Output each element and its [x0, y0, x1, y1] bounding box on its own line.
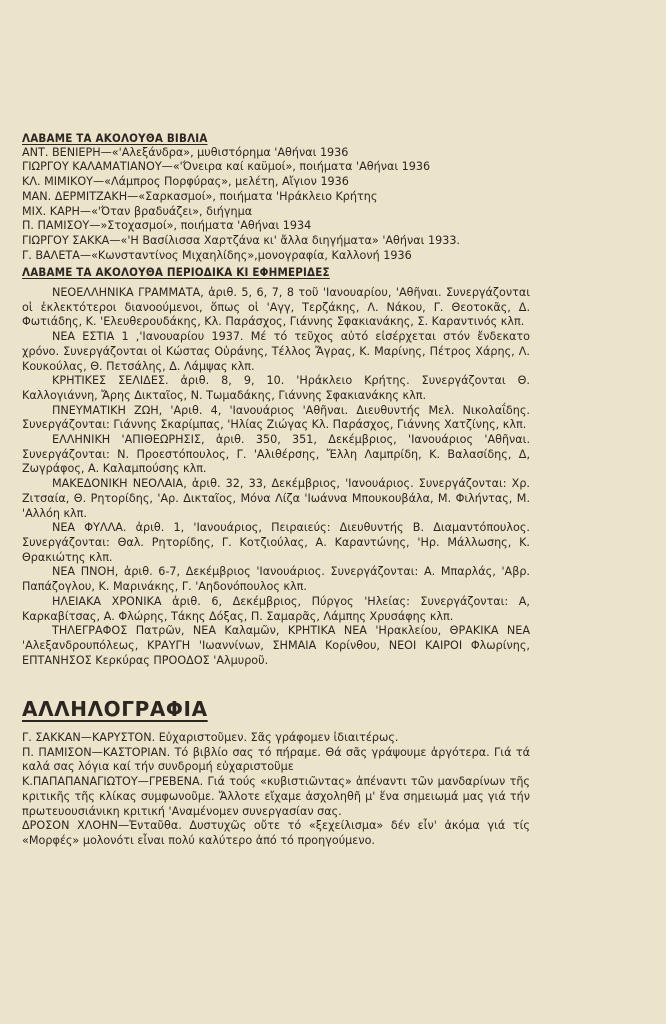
periodical-entry: ΚΡΗΤΙΚΕΣ ΣΕΛΙΔΕΣ. ἀριθ. 8, 9, 10. 'Ηράκλειο Κρήτης. Συνεργάζονται Θ. Καλλογιάννη, Ἄρης Δικταῖος, Ν. Τωμαδάκης, Γιάννης Σφακιανάκης κλπ. [22, 374, 530, 402]
books-heading: ΛΑΒΑΜΕ ΤΑ ΑΚΟΛΟΥΘΑ ΒΙΒΛΙΑ [22, 131, 208, 145]
book-entry: Π. ΠΑΜΙΣΟΥ—»Στοχασμοί», ποιήματα 'Αθήναι 1934 [22, 219, 312, 233]
periodical-entry: ΠΝΕΥΜΑΤΙΚΗ ΖΩΗ, 'Αριθ. 4, 'Ιανουάριος 'Αθῆναι. Διευθυντής Μελ. Νικολαΐδης. Συνεργάζονται: Γιάννης Σκαρίμπας, 'Ηλίας Ζιώγας Κλ. Παράσχος, Γιάννης Χατζίνης, κλπ. [22, 403, 530, 432]
book-entry: ΓΙΩΡΓΟΥ ΚΑΛΑΜΑΤΙΑΝΟΥ—«'Όνειρα καί καϋμοί», ποιήματα 'Αθήναι 1936 [22, 160, 431, 174]
book-entry: Γ. ΒΑΛΕΤΑ—«Κωνσταντίνος Μιχαηλίδης»,μονογραφία, Καλλονή 1936 [22, 248, 412, 262]
book-entry: ΜΑΝ. ΔΕΡΜΙΤΖΑΚΗ—«Σαρκασμοί», ποιήματα 'Ηράκλειο Κρήτης [22, 189, 378, 203]
periodical-entry: ΜΑΚΕΔΟΝΙΚΗ ΝΕΟΛΑΙΑ, ἀριθ. 32, 33, Δεκέμβριος, 'Ιανουάριος. Συνεργάζονται: Χρ. Ζιτσαία, Θ. Ρητορίδης, 'Αρ. Δικταῖος, Μόνα Λίζα 'Ιωάννα Μπουκουβάλα, Μ. Φιλήντας, Μ. 'Αλλόη κλπ. [22, 477, 530, 520]
periodical-entry: ΝΕΑ ΠΝΟΗ, ἀριθ. 6-7, Δεκέμβριος 'Ιανουάριος. Συνεργάζονται: Α. Μπαρλάς, 'Αβρ. Παπάζογλου, Κ. Μαρινάκης, Γ. 'Αηδονόπουλος κλπ. [22, 565, 530, 594]
letter-entry: Κ.ΠΑΠΑΠΑΝΑΓΙΩΤΟΥ—ΓΡΕΒΕΝΑ. Γιά τούς «κυβιστιῶντας» ἀπέναντι τῶν μανδαρίνων τῆς κριτικῆς τῆς κλίκας συμφωνοῦμε. Ἄλλοτε εἴχαμε ἀσχοληθῆ μ' ἕνα σημειωμά μας γιά τήν πρωτευουσιάνικη κριτική 'Αναμένομεν συνεργασίαν σας. [22, 775, 530, 818]
text-column [22, 131, 530, 849]
book-entry: ΚΛ. ΜΙΜΙΚΟΥ—«Λάμπρος Πορφύρας», μελέτη, Αἴγιον 1936 [22, 175, 349, 189]
periodicals-heading: ΛΑΒΑΜΕ ΤΑ ΑΚΟΛΟΥΘΑ ΠΕΡΙΟΔΙΚΑ ΚΙ ΕΦΗΜΕΡΙΔΕΣ [22, 265, 330, 280]
letter-entry: ΔΡΟΣΟΝ ΧΛΟΗΝ—Ἐνταῦθα. Δυστυχῶς οὔτε τό «ξεχείλισμα» δέν εἶν' ἀκόμα γιά τίς «Μορφές» μολονότι εἶναι πολύ καλύτερο ἀπό τό προηγούμενο. [22, 819, 530, 847]
periodical-entry: ΕΛΛΗΝΙΚΗ 'ΑΠΙΘΕΩΡΗΣΙΣ, ἀριθ. 350, 351, Δεκέμβριος, 'Ιανουάριος 'Αθῆναι. Συνεργάζονται: Ν. Προεστόπουλος, Γ. 'Αλιθέρσης, Ἔλλη Λαμπρίδη, Κ. Βαλασίδης, Δ, Ζωγράφος, Α. Καλαμπούσης κλπ. [22, 433, 530, 476]
correspondence-heading: ΑΛΛΗΛΟΓΡΑΦΙΑ [22, 697, 208, 722]
periodical-entry: ΝΕΟΕΛΛΗΝΙΚΑ ΓΡΑΜΜΑΤΑ, ἀριθ. 5, 6, 7, 8 τοῦ 'Ιανουαρίου, 'Αθῆναι. Συνεργάζονται οἱ ἐκλεκτότεροι διανοούμενοι, ὅπως οἱ 'Αγγ, Τερζάκης, Λ. Νάκου, Γ. Θεοτοκᾶς, Δ. Φωτιάδης, Κ. 'Ελευθερουδάκης, Κλ. Παράσχος, Γιάννης Σφακιανάκης, Σ. Καραντινός κλπ. [22, 286, 530, 329]
periodical-entry: ΤΗΛΕΓΡΑΦΟΣ Πατρῶν, ΝΕΑ Καλαμῶν, ΚΡΗΤΙΚΑ ΝΕΑ 'Ηρακλείου, ΘΡΑΚΙΚΑ ΝΕΑ 'Αλεξανδρουπόλεως, ΚΡΑΥΓΗ 'Ιωαννίνων, ΣΗΜΑΙΑ Κορίνθου, ΝΕΟΙ ΚΑΙΡΟΙ Φλωρίνης, ΕΠΤΑΝΗΣΟΣ Κερκύρας ΠΡΟΟΔΟΣ 'Αλμυροῦ. [22, 624, 530, 667]
books-list [22, 146, 530, 264]
book-entry: ΓΙΩΡΓΟΥ ΣΑΚΚΑ—«'Η Βασίλισσα Χαρτζάνα κι' ἄλλα διηγήματα» 'Αθήναι 1933. [22, 233, 460, 247]
letter-entry: Π. ΠΑΜΙΣΟΝ—ΚΑΣΤΟΡΙΑΝ. Τό βιβλίο σας τό πήραμε. Θά σᾶς γράψουμε ἀργότερα. Γιά τά καλά σας λόγια καί τήν συνδρομή εὐχαριστοῦμε [22, 745, 530, 774]
letter-entry: Γ. ΣΑΚΚΑΝ—ΚΑΡΥΣΤΟΝ. Εὐχαριστοῦμεν. Σᾶς γράφομεν ἰδιαιτέρως. [22, 731, 399, 745]
periodical-entry: ΗΛΕΙΑΚΑ ΧΡΟΝΙΚΑ ἀριθ. 6, Δεκέμβριος, Πύργος 'Ηλείας: Συνεργάζονται: Α, Καρκαβίτσας, Α. Φλώρης, Τάκης Δόξας, Π. Σαμαρᾶς, Λάμπης Χρυσάφης κλπ. [22, 594, 530, 623]
correspondence-list [22, 731, 530, 849]
periodical-entry: ΝΕΑ ΦΥΛΛΑ. ἀριθ. 1, 'Ιανουάριος, Πειραιεύς: Διευθυντής Β. Διαμαντόπουλος. Συνεργάζονται: Θαλ. Ρητορίδης, Γ. Κοτζιούλας, Α. Καραντώνης, 'Ηρ. Μάλλωσης, Κ. Θρακιώτης κλπ. [22, 521, 530, 564]
periodical-entry: ΝΕΑ ΕΣΤΙΑ 1 ,'Ιανουαρίου 1937. Μέ τό τεῦχος αὐτό εἰσέρχεται στόν ἔνδεκατο χρόνο. Συνεργάζονται οἱ Κώστας Οὐράνης, Τέλλος Ἄγρας, Κ. Μαρίνης, Πέτρος Χάρης, Λ. Κουκούλας, Θ. Πετσάλης, Δ. Λάμψας κλπ. [22, 330, 530, 373]
book-entry: ΜΙΧ. ΚΑΡΗ—«'Όταν βραδυάζει», διήγημα [22, 204, 253, 218]
book-entry: ΑΝΤ. ΒΕΝΙΕΡΗ—«'Αλεξάνδρα», μυθιστόρημα 'Αθήναι 1936 [22, 145, 349, 159]
periodicals-list [22, 286, 530, 668]
